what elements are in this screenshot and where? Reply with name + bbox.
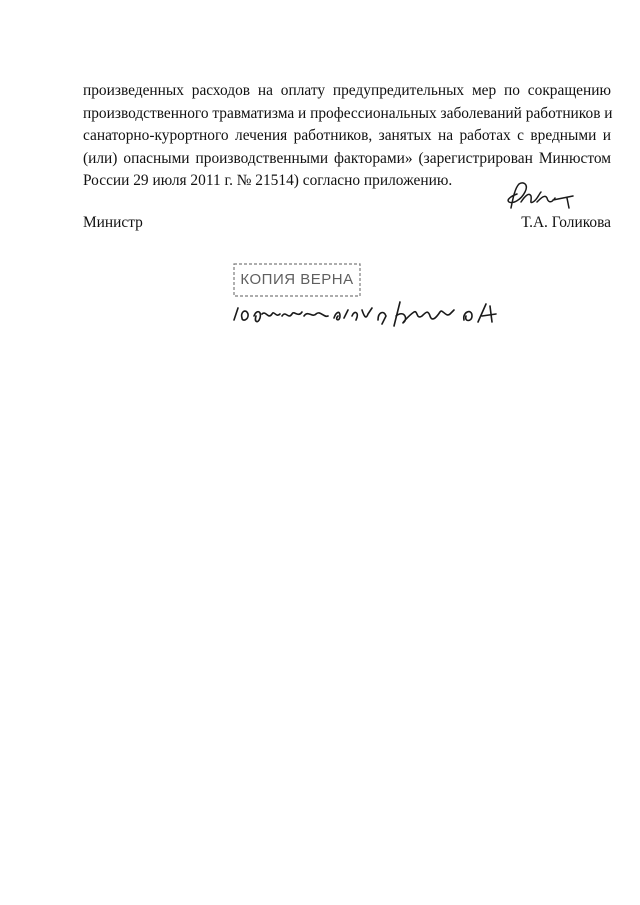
certification-stamp [232,262,362,298]
handwritten-signature [503,178,583,216]
paragraph-line: санаторно-курортного лечения работников, занятых на работах с вредными и [83,127,611,145]
paragraph-line: (или) опасными производственными факторами» (зарегистрирован Минюстом [83,149,611,167]
body-paragraph [83,80,611,193]
stamp-text: КОПИЯ ВЕРНА [240,271,354,288]
paragraph-line: России 29 июля 2011 г. № 21514) согласно приложению. [83,172,453,190]
handwritten-date-note [228,296,508,332]
signatory-name: Т.А. Голикова [521,214,611,231]
paragraph-line: произведенных расходов на оплату предупредительных мер по сокращению [83,82,611,99]
signatory-title: Министр [83,214,143,231]
paragraph-line: производственного травматизма и профессиональных заболеваний работников и [83,104,613,122]
